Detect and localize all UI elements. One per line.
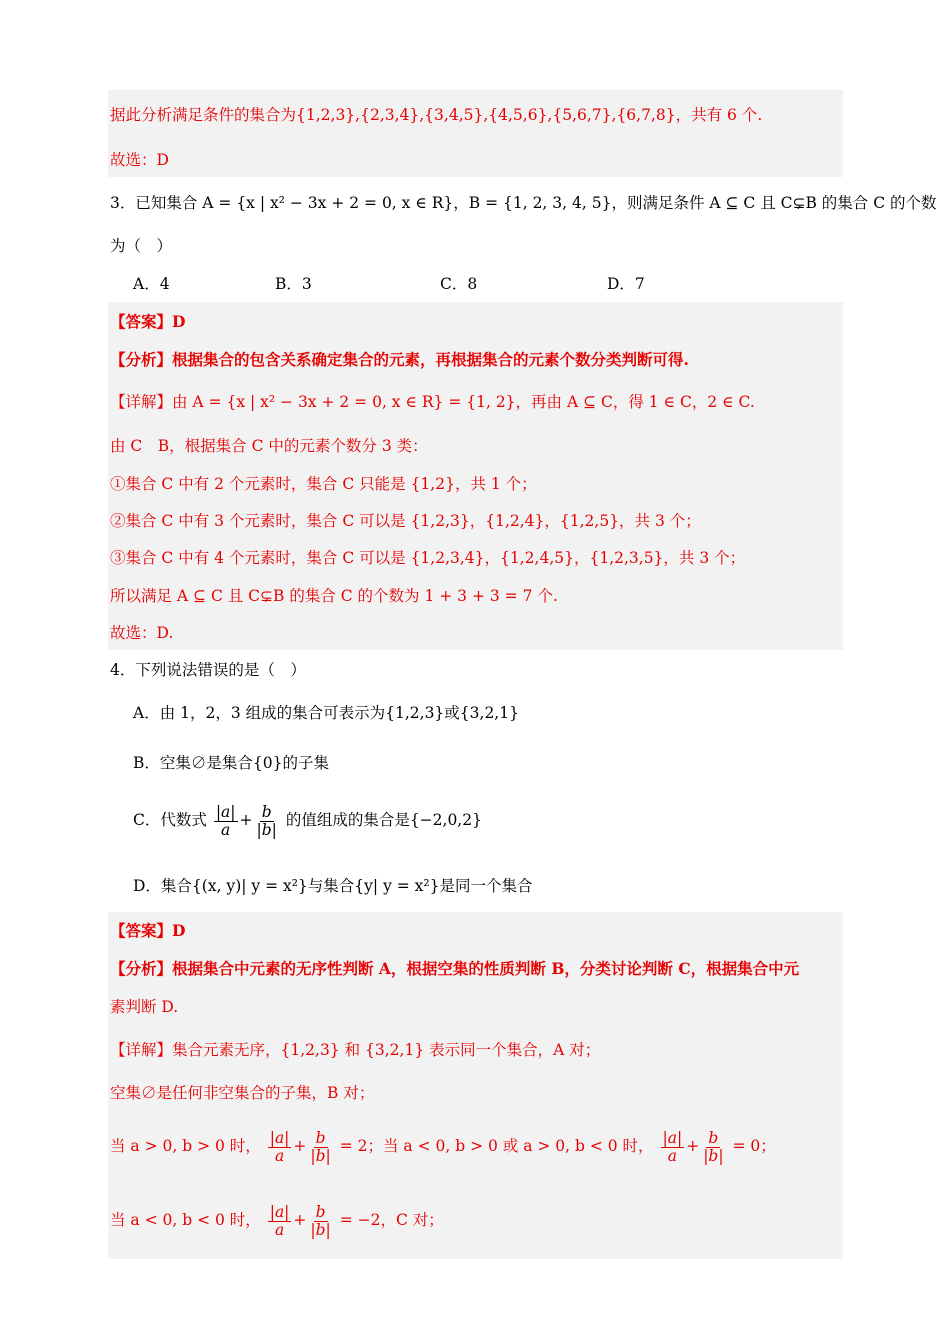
q4-option-c-post: 的值组成的集合是{−2,0,2} bbox=[285, 811, 482, 829]
q3-detail: 【详解】由 A = {x | x² − 3x + 2 = 0, x ∈ R} = {1, 2}，再由 A ⊆ C，得 1 ∈ C，2 ∈ C. bbox=[110, 393, 755, 411]
q3-stem-line-2: 为（ ） bbox=[110, 237, 173, 255]
q4-option-c: C．代数式 $\frac{|a|}{a}$ + $\frac{b}{|b|}$ 的值组成的集合是{−2,0,2} bbox=[133, 802, 482, 839]
solution-box-1 bbox=[108, 90, 843, 177]
q4-detail: 【详解】集合元素无序，{1,2,3} 和 {3,2,1} 表示同一个集合，A 对； bbox=[110, 1041, 601, 1059]
q4-answer: 【答案】D bbox=[110, 921, 186, 940]
q3-stem-line-1: 3．已知集合 A = {x | x² − 3x + 2 = 0, x ∈ R}，B = {1, 2, 3, 4, 5}，则满足条件 A ⊆ C 且 C⊊B 的集合 C 的个数 bbox=[110, 194, 937, 212]
q3-detail-6: 所以满足 A ⊆ C 且 C⊊B 的集合 C 的个数为 1 + 3 + 3 = 7 个. bbox=[110, 587, 558, 605]
fraction-abs-a-over-a: $\frac{|a|}{a}$ bbox=[269, 1128, 290, 1165]
q4-option-d: D．集合{(x, y)| y = x²}与集合{y| y = x²}是同一个集合 bbox=[133, 877, 533, 895]
q3-detail-3: ①集合 C 中有 2 个元素时，集合 C 只能是 {1,2}，共 1 个； bbox=[110, 475, 537, 493]
fraction-b-over-abs-b: $\frac{b}{|b|}$ bbox=[256, 802, 277, 839]
fraction-b-over-abs-b: $\frac{b}{|b|}$ bbox=[703, 1128, 724, 1165]
q4-option-b: B．空集∅是集合{0}的子集 bbox=[133, 754, 329, 772]
q4-option-a: A．由 1，2，3 组成的集合可表示为{1,2,3}或{3,2,1} bbox=[133, 704, 519, 722]
q4-option-c-pre: C．代数式 bbox=[133, 811, 207, 829]
q3-option-c: C．8 bbox=[440, 275, 478, 293]
q4-analysis-1: 【分析】根据集合中元素的无序性判断 A，根据空集的性质判断 B，分类讨论判断 C，根据集合中元 bbox=[110, 959, 800, 978]
q4-stem: 4．下列说法错误的是（ ） bbox=[110, 661, 306, 679]
q3-detail-2: 由 C B，根据集合 C 中的元素个数分 3 类： bbox=[110, 437, 428, 455]
fraction-b-over-abs-b: $\frac{b}{|b|}$ bbox=[310, 1202, 331, 1239]
q3-option-d: D．7 bbox=[607, 275, 645, 293]
q3-analysis: 【分析】根据集合的包含关系确定集合的元素，再根据集合的元素个数分类判断可得. bbox=[110, 350, 689, 369]
q4-detail-3: 当 a > 0, b > 0 时， $\frac{|a|}{a}$ + $\frac{b}{|b|}$ = 2；当 a < 0, b > 0 或 a > 0, b < 0 时， $\frac{|a|}{a}$ + $\frac{b}{|b|}$ = 0； bbox=[110, 1128, 776, 1165]
box1-line-1: 据此分析满足条件的集合为{1,2,3},{2,3,4},{3,4,5},{4,5,6},{5,6,7},{6,7,8}，共有 6 个. bbox=[110, 106, 763, 124]
q4-detail-2: 空集∅是任何非空集合的子集，B 对； bbox=[110, 1084, 375, 1102]
fraction-abs-a-over-a: $\frac{|a|}{a}$ bbox=[269, 1202, 290, 1239]
q3-detail-5: ③集合 C 中有 4 个元素时，集合 C 可以是 {1,2,3,4}，{1,2,4,5}，{1,2,3,5}，共 3 个； bbox=[110, 549, 746, 567]
fraction-abs-a-over-a: $\frac{|a|}{a}$ bbox=[215, 802, 236, 839]
q3-option-b: B．3 bbox=[275, 275, 312, 293]
q3-detail-4: ②集合 C 中有 3 个元素时，集合 C 可以是 {1,2,3}，{1,2,4}，{1,2,5}，共 3 个； bbox=[110, 512, 701, 530]
box1-line-2: 故选：D bbox=[110, 151, 169, 169]
q4-detail-4: 当 a < 0, b < 0 时， $\frac{|a|}{a}$ + $\frac{b}{|b|}$ = −2，C 对； bbox=[110, 1202, 444, 1239]
fraction-abs-a-over-a: $\frac{|a|}{a}$ bbox=[662, 1128, 683, 1165]
q4-analysis-2: 素判断 D. bbox=[110, 998, 179, 1016]
q3-detail-7: 故选：D. bbox=[110, 624, 174, 642]
q3-option-a: A．4 bbox=[133, 275, 170, 293]
q3-answer: 【答案】D bbox=[110, 312, 186, 331]
fraction-b-over-abs-b: $\frac{b}{|b|}$ bbox=[310, 1128, 331, 1165]
